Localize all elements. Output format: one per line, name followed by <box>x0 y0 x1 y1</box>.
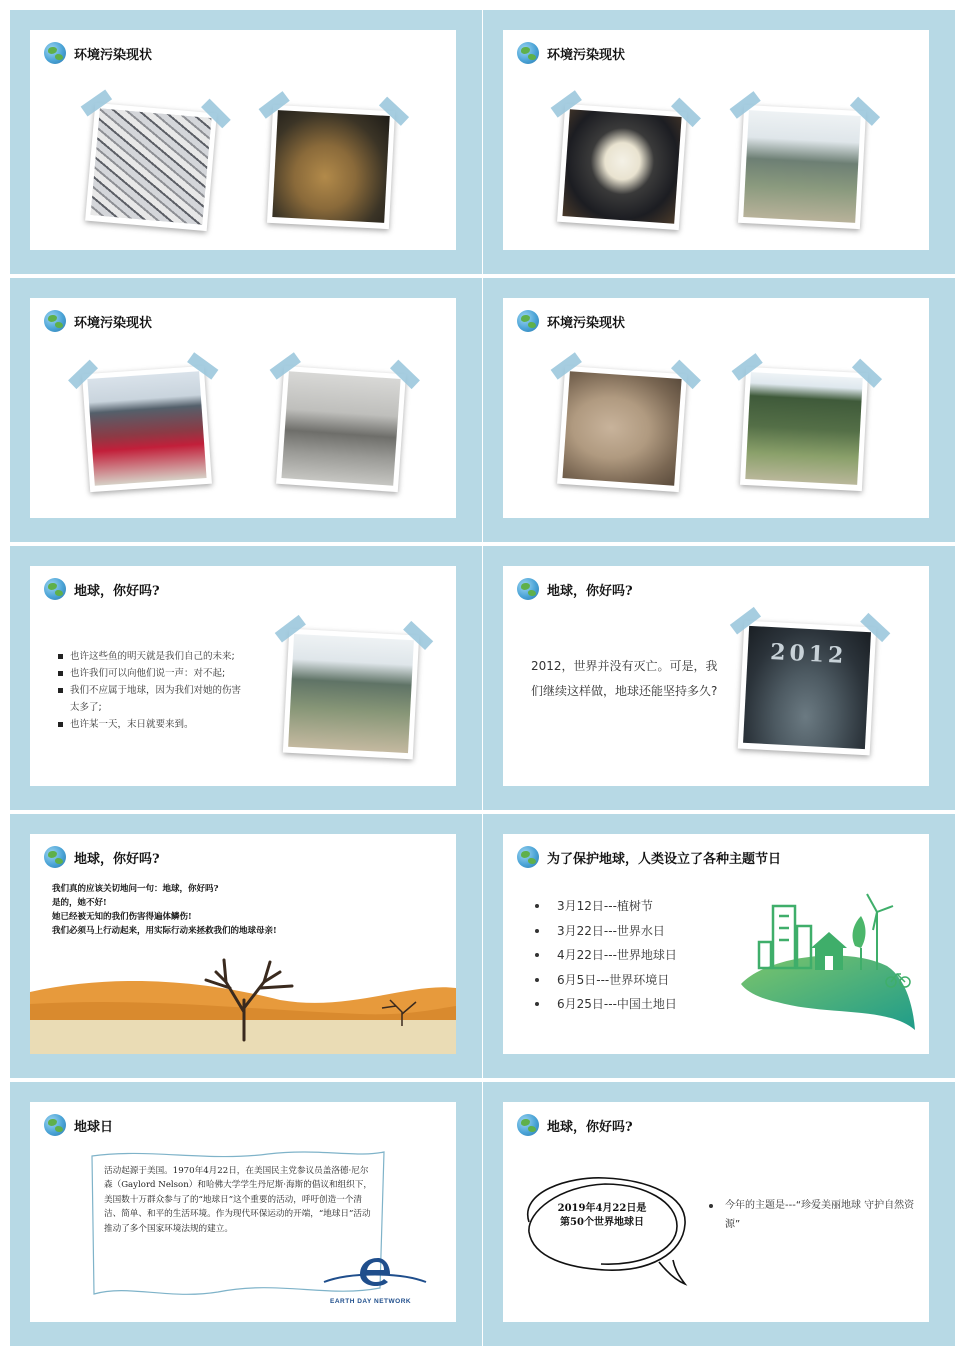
holiday-list <box>533 894 677 1017</box>
poster-title: 2012 <box>769 639 849 670</box>
globe-icon <box>44 846 66 868</box>
holiday-item: 6月25日---中国土地日 <box>533 992 677 1017</box>
bullet-item: 也许我们可以向他们说一声：对不起; <box>58 665 248 682</box>
foam-water-image <box>562 109 681 224</box>
slide-header <box>517 1112 633 1138</box>
slide-header <box>517 576 633 602</box>
wind-turbine-icon <box>867 894 893 970</box>
cigarette-butts-image <box>91 108 212 224</box>
slide-5[interactable] <box>10 546 482 810</box>
bullet-item: 也许某一天，末日就要来到。 <box>58 716 248 733</box>
slide-header <box>44 844 160 870</box>
tree-icon <box>853 916 866 948</box>
slide-header <box>44 308 152 334</box>
slide-card <box>503 30 929 250</box>
slide-6[interactable] <box>483 546 955 810</box>
photo-cigarettes <box>85 103 217 231</box>
slide-header <box>517 308 625 334</box>
slide-header <box>44 1112 113 1138</box>
slide-header <box>517 844 781 870</box>
photo-polluted-ground <box>267 105 395 229</box>
text-line: 我们真的应该关切地问一句：地球，你好吗? <box>52 884 219 894</box>
slide-3[interactable] <box>10 278 482 542</box>
bullet-dot <box>709 1204 713 1208</box>
slide-title: 地球，你好吗? <box>547 1119 633 1135</box>
polluted-ground-image <box>272 110 389 223</box>
movie-2012-image <box>743 626 871 749</box>
slide-1[interactable] <box>10 10 482 274</box>
slide-10[interactable] <box>483 1082 955 1346</box>
photo-whales <box>82 366 212 492</box>
dead-fish-river-image <box>288 634 414 753</box>
slide-2[interactable] <box>483 10 955 274</box>
globe-icon <box>517 846 539 868</box>
text-line: 她已经被无知的我们伤害得遍体鳞伤! <box>52 912 192 922</box>
globe-icon <box>44 1114 66 1136</box>
slide-header <box>517 40 625 66</box>
slide-title: 环境污染现状 <box>547 315 626 331</box>
slide-4[interactable] <box>483 278 955 542</box>
earth-day-description: 活动起源于美国。1970年4月22日，在美国民主党参议员盖洛德·尼尔森（Gaylord Nelson）和哈佛大学学生丹尼斯·海斯的倡议和组织下，美国数十万群众参与了的“地球日”这个重要的活动，呼吁创造一个清洁、简单、和平的生活环境。作为现代环保运动的开端，“地球日”活动推动了多个国家环境法规的建立。 <box>104 1166 372 1234</box>
photo-foam-water <box>557 104 687 230</box>
slide-card <box>30 1102 456 1322</box>
holiday-item: 4月22日---世界地球日 <box>533 943 677 968</box>
slide-header <box>44 40 152 66</box>
slide-title: 地球，你好吗? <box>74 851 160 867</box>
slide-header <box>44 576 160 602</box>
slide-title: 环境污染现状 <box>74 315 153 331</box>
slide-card <box>503 1102 929 1322</box>
slide-title: 地球，你好吗? <box>74 583 160 599</box>
text-block <box>52 882 442 938</box>
bubble-text: 2019年4月22日是第50个世界地球日 <box>557 1203 647 1228</box>
slide-title: 环境污染现状 <box>74 47 153 63</box>
photo-river-fish <box>283 629 419 760</box>
slide-title: 为了保护地球，人类设立了各种主题节日 <box>547 851 782 867</box>
slide-title: 地球日 <box>74 1119 114 1135</box>
bullet-list <box>58 648 248 733</box>
desert-scene <box>30 942 456 1054</box>
photo-cracked-earth <box>557 366 687 492</box>
photo-river-trash <box>738 105 866 229</box>
text-line: 是的，她不好! <box>52 898 107 908</box>
holiday-item: 3月22日---世界水日 <box>533 919 677 944</box>
slide-title: 环境污染现状 <box>547 47 626 63</box>
slide-card <box>30 298 456 518</box>
deforestation-image <box>745 372 862 485</box>
stranded-whales-image <box>87 371 206 486</box>
logo-text: EARTH DAY NETWORK <box>330 1298 412 1305</box>
globe-icon <box>517 42 539 64</box>
slide-card <box>30 566 456 786</box>
globe-icon <box>517 1114 539 1136</box>
theme-text: 今年的主题是---“珍爱美丽地球 守护自然资源” <box>725 1200 915 1230</box>
slide-8[interactable] <box>483 814 955 1078</box>
text-line: 我们必须马上行动起来，用实际行动来拯救我们的地球母亲! <box>52 926 277 936</box>
slide-card <box>503 834 929 1054</box>
slide-9[interactable] <box>10 1082 482 1346</box>
slide-title: 地球，你好吗? <box>547 583 633 599</box>
slide-card <box>30 834 456 1054</box>
globe-icon <box>517 310 539 332</box>
photo-2012-poster <box>738 621 877 756</box>
photo-deforestation <box>740 367 868 491</box>
bullet-item: 也许这些鱼的明天就是我们自己的未来; <box>58 648 248 665</box>
river-trash-image <box>743 110 860 223</box>
holiday-item: 6月5日---世界环境日 <box>533 968 677 993</box>
globe-icon <box>44 578 66 600</box>
holiday-item: 3月12日---植树节 <box>533 894 677 919</box>
theme-bullet <box>707 1196 917 1234</box>
globe-icon <box>44 42 66 64</box>
globe-icon <box>44 310 66 332</box>
slide-7[interactable] <box>10 814 482 1078</box>
slide-card <box>503 566 929 786</box>
dead-trees-image <box>281 371 400 486</box>
slide-card <box>503 298 929 518</box>
photo-dead-trees <box>276 366 406 492</box>
globe-icon <box>517 578 539 600</box>
cracked-earth-image <box>562 371 681 486</box>
green-city-illustration <box>737 886 919 1036</box>
bullet-item: 我们不应属于地球，因为我们对她的伤害太多了; <box>58 682 248 716</box>
paragraph-text: 2012，世界并没有灭亡。可是，我们继续这样做，地球还能坚持多久? <box>531 659 718 698</box>
earth-day-logo <box>320 1252 430 1298</box>
slide-card <box>30 30 456 250</box>
